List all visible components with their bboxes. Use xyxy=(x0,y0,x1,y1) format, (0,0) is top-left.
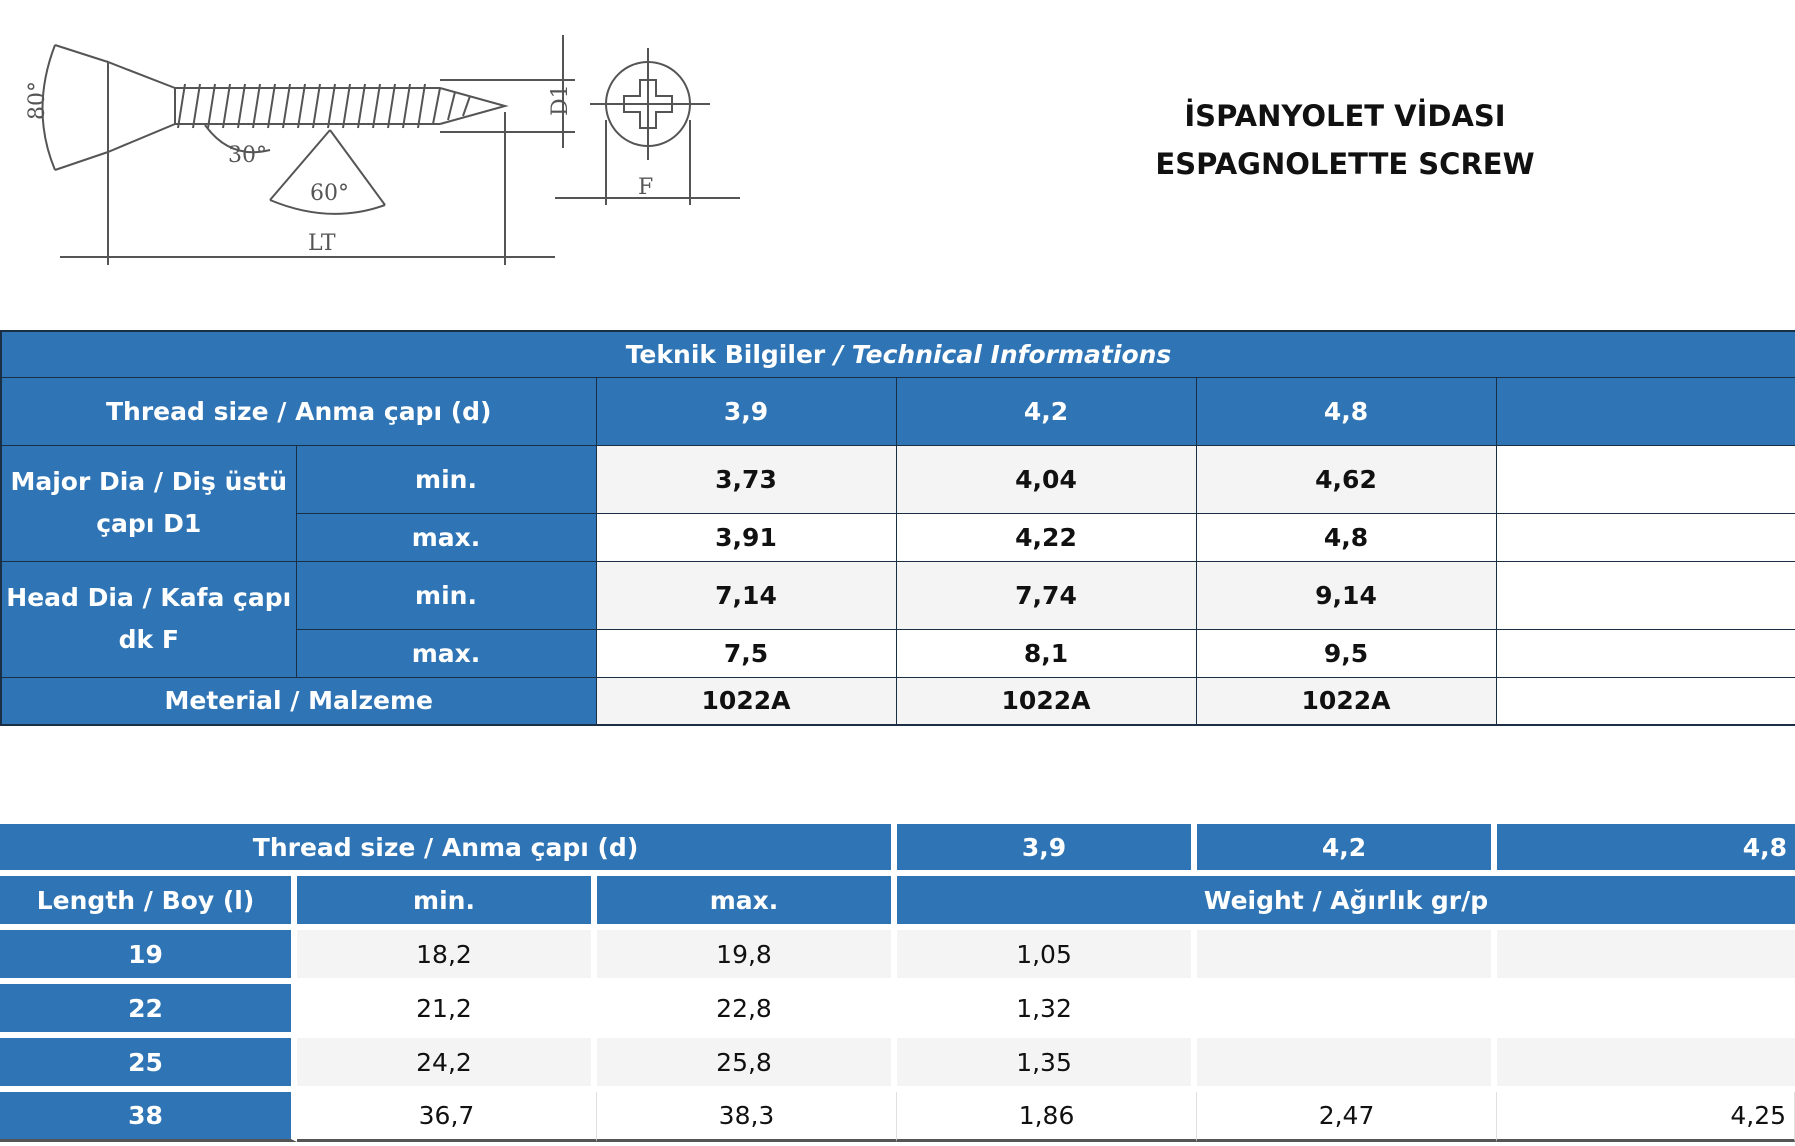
thread-size-header: Thread size / Anma çapı (d) xyxy=(1,377,596,445)
major-dia-label: Major Dia / Diş üstü çapı D1 xyxy=(1,445,296,561)
table-row xyxy=(0,930,1795,984)
length-weight-table xyxy=(0,824,1795,1142)
table-row xyxy=(0,984,1795,1038)
weight-value: 1,35 xyxy=(897,1038,1197,1092)
table-cell xyxy=(1496,445,1795,513)
min-value: 24,2 xyxy=(297,1038,597,1092)
weight-value: 1,05 xyxy=(897,930,1197,984)
angle-30-label: 30° xyxy=(228,143,267,168)
max-value: 19,8 xyxy=(597,930,897,984)
length-lt-label: LT xyxy=(308,231,336,256)
caption-english: / Technical Informations xyxy=(833,339,1172,369)
length-value: 22 xyxy=(0,984,297,1038)
weight-value: 1,86 xyxy=(897,1092,1197,1142)
min-value: 18,2 xyxy=(297,930,597,984)
min-label: min. xyxy=(296,561,596,629)
head-dia-label: Head Dia / Kafa çapı dk F xyxy=(1,561,296,677)
min-value: 21,2 xyxy=(297,984,597,1038)
material-label: Meterial / Malzeme xyxy=(1,677,596,725)
weight-value xyxy=(1497,1038,1795,1092)
max-value: 38,3 xyxy=(597,1092,897,1142)
weight-value xyxy=(1197,930,1497,984)
product-title xyxy=(1100,92,1590,188)
table-cell: 9,14 xyxy=(1196,561,1496,629)
table-row xyxy=(0,1092,1795,1142)
min-value: 36,7 xyxy=(297,1092,597,1142)
weight-value: 1,32 xyxy=(897,984,1197,1038)
max-label: max. xyxy=(296,513,596,561)
weight-value xyxy=(1197,1038,1497,1092)
technical-info-caption xyxy=(1,331,1795,377)
size-header: 4,2 xyxy=(1197,824,1497,876)
table-cell: 7,14 xyxy=(596,561,896,629)
thread-size-header: Thread size / Anma çapı (d) xyxy=(0,824,897,876)
weight-value: 2,47 xyxy=(1197,1092,1497,1142)
size-header: 4,2 xyxy=(896,377,1196,445)
table-cell xyxy=(1496,677,1795,725)
table-cell: 1022A xyxy=(896,677,1196,725)
table-cell: 1022A xyxy=(596,677,896,725)
caption-turkish: Teknik Bilgiler xyxy=(625,339,826,369)
table-cell: 4,62 xyxy=(1196,445,1496,513)
max-value: 25,8 xyxy=(597,1038,897,1092)
weight-header: Weight / Ağırlık gr/p xyxy=(897,876,1795,930)
angle-80-label: 80° xyxy=(25,81,50,120)
screw-technical-drawing xyxy=(0,0,760,290)
length-value: 19 xyxy=(0,930,297,984)
max-header: max. xyxy=(597,876,897,930)
table-cell: 7,5 xyxy=(596,629,896,677)
table-cell: 4,04 xyxy=(896,445,1196,513)
table-cell: 7,74 xyxy=(896,561,1196,629)
weight-value xyxy=(1497,984,1795,1038)
title-english: ESPAGNOLETTE SCREW xyxy=(1155,147,1535,181)
table-cell xyxy=(1496,513,1795,561)
head-f-label: F xyxy=(638,175,654,200)
length-value: 25 xyxy=(0,1038,297,1092)
min-header: min. xyxy=(297,876,597,930)
table-row xyxy=(0,1038,1795,1092)
table-cell xyxy=(1496,561,1795,629)
weight-value: 4,25 xyxy=(1497,1092,1795,1142)
table-cell: 4,22 xyxy=(896,513,1196,561)
table-cell: 3,73 xyxy=(596,445,896,513)
max-value: 22,8 xyxy=(597,984,897,1038)
weight-value xyxy=(1497,930,1795,984)
size-header: 3,9 xyxy=(897,824,1197,876)
table-cell: 4,8 xyxy=(1196,513,1496,561)
table-cell: 8,1 xyxy=(896,629,1196,677)
length-header: Length / Boy (l) xyxy=(0,876,297,930)
size-header: 3,9 xyxy=(596,377,896,445)
title-turkish: İSPANYOLET VİDASI xyxy=(1184,99,1506,133)
min-label: min. xyxy=(296,445,596,513)
screw-outline xyxy=(43,35,741,265)
table-cell xyxy=(1496,629,1795,677)
table-cell: 1022A xyxy=(1196,677,1496,725)
size-header xyxy=(1496,377,1795,445)
max-label: max. xyxy=(296,629,596,677)
table-cell: 9,5 xyxy=(1196,629,1496,677)
table-cell: 3,91 xyxy=(596,513,896,561)
size-header: 4,8 xyxy=(1497,824,1795,876)
angle-60-label: 60° xyxy=(310,181,349,206)
technical-info-table xyxy=(0,330,1795,726)
size-header: 4,8 xyxy=(1196,377,1496,445)
length-value: 38 xyxy=(0,1092,297,1142)
weight-value xyxy=(1197,984,1497,1038)
diameter-d1-label: D1 xyxy=(548,84,573,116)
